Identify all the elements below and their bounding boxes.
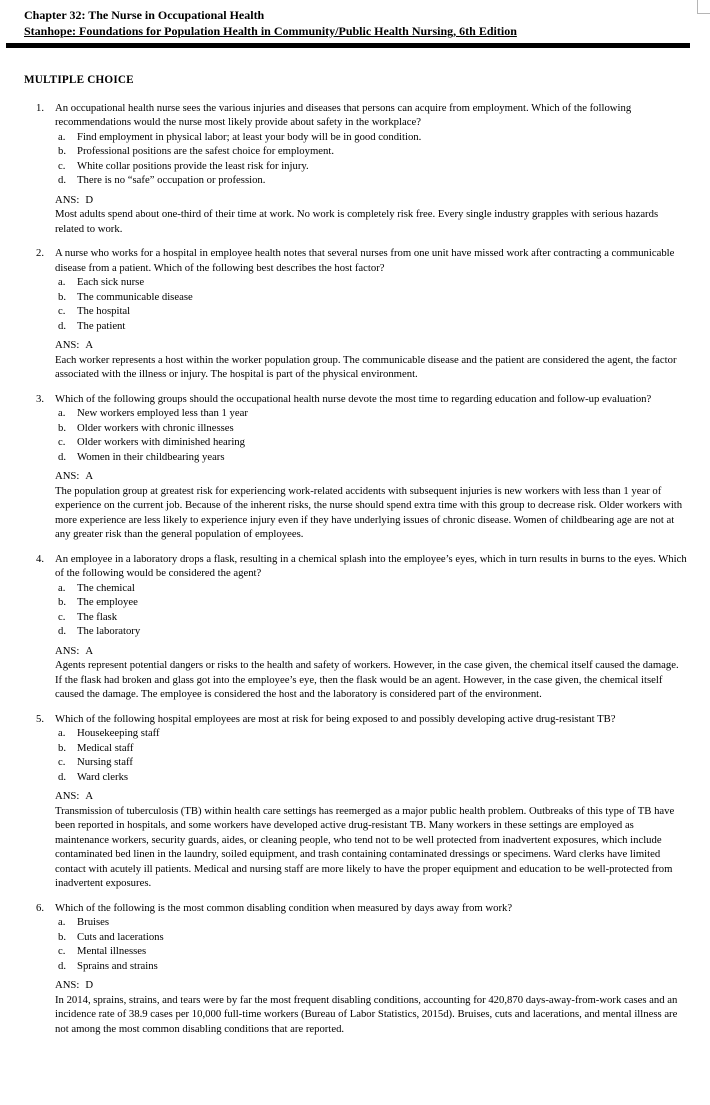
answer-line — [55, 789, 688, 804]
question-stem: An employee in a laboratory drops a flask, resulting in a chemical splash into the employee’s eyes, which in turn results in burns to the eyes. Which of the following would be considered the agent? — [55, 552, 687, 579]
question-body — [55, 101, 688, 237]
option-letter: b. — [58, 596, 67, 608]
option-letter: c. — [58, 436, 66, 448]
question-body — [55, 392, 688, 542]
option-a — [55, 130, 688, 145]
option-text: Ward clerks — [77, 770, 129, 783]
options-list — [55, 915, 688, 973]
option-letter: a. — [58, 916, 66, 928]
option-d — [55, 624, 688, 639]
questions-list — [24, 101, 688, 1037]
answer-feedback: Most adults spend about one-third of their time at work. No work is completely risk free. Every single industry grapples with serious hazards related to work. — [55, 208, 659, 235]
question-number: 5. — [36, 712, 45, 725]
answer-label: ANS: — [55, 339, 80, 351]
option-text: The laboratory — [77, 625, 141, 637]
option-c — [55, 944, 688, 959]
question-number: 1. — [36, 101, 45, 114]
option-letter: c. — [58, 945, 66, 957]
question-stem: A nurse who works for a hospital in employee health notes that several nurses from one unit have missed work after contracting a communicable disease from a patient. Which of the following best describes the host factor? — [55, 247, 675, 274]
question-item — [24, 101, 688, 237]
question-stem: Which of the following groups should the occupational health nurse devote the most time to regarding education and follow-up evaluation? — [55, 392, 652, 405]
answer-feedback: Agents represent potential dangers or risks to the health and safety of workers. However, in the case given, the chemical itself caused the damage. If the flask had broken and glass got into the employee’s eye, then the flask would be an agent. However, in the case given, the chemical itself caused the damage. The employee is considered the host and the laboratory is considered part of the environment. — [55, 659, 679, 700]
option-text: The patient — [77, 319, 126, 332]
answer-feedback: The population group at greatest risk for experiencing work-related accidents with subsequent injuries is new workers with less than 1 year of experience on the current job. Because of the inherent risks, the nurse should spend extra time with this group to decrease risk. Older workers with more experience are less likely to experience injury even if they have underlying issues of chronic disease. Women of childbearing age are not at any greater risk than the general population of employees. — [55, 484, 683, 540]
answer-feedback: Transmission of tuberculosis (TB) within health care settings has reemerged as a major public health problem. Outbreaks of this type of TB have been reported in hospitals, and some workers have developed active drug-resistant TB. Many workers in these settings are employed as maintenance workers, security guards, aides, or cleaning people, who tend not to be well protected from inadvertent exposures, which include contaminated bed linen in the laundry, soiled equipment, and trash containing contaminated dressings or specimens. Ward clerks have limited contact with acutely ill patients. Medical and nursing staff are more likely to have the proper equipment and education to be well-protected from inadvertent exposures. — [55, 804, 675, 889]
option-letter: b. — [58, 421, 67, 434]
option-letter: b. — [58, 290, 67, 303]
answer-line — [55, 338, 688, 353]
option-letter: d. — [58, 959, 67, 972]
answer-letter: D — [85, 979, 94, 991]
option-letter: b. — [58, 741, 67, 754]
option-letter: c. — [58, 159, 66, 172]
answer-letter: A — [85, 470, 94, 482]
option-letter: a. — [58, 727, 66, 739]
question-body — [55, 712, 688, 891]
option-text: White collar positions provide the least risk for injury. — [77, 159, 309, 172]
option-text: Nursing staff — [77, 756, 133, 768]
question-number: 6. — [36, 901, 45, 914]
option-letter: c. — [58, 305, 66, 317]
option-letter: a. — [58, 130, 66, 143]
page-corner-mark — [697, 0, 710, 14]
option-text: Find employment in physical labor; at least your body will be in good condition. — [77, 130, 422, 143]
option-text: Women in their childbearing years — [77, 450, 225, 463]
option-letter: b. — [58, 930, 67, 943]
chapter-title: Chapter 32: The Nurse in Occupational Health — [24, 8, 265, 22]
question-item — [24, 392, 688, 542]
answer-label: ANS: — [55, 470, 80, 482]
option-a — [55, 275, 688, 290]
answer-line — [55, 978, 688, 993]
question-stem: Which of the following is the most common disabling condition when measured by days away from work? — [55, 901, 513, 914]
option-c — [55, 755, 688, 770]
answer-feedback: Each worker represents a host within the worker population group. The communicable disease and the patient are considered the agent, the factor associated with the illness or injury. The hospital is part of the physical environment. — [55, 353, 677, 380]
question-number: 2. — [36, 247, 45, 259]
options-list — [55, 275, 688, 333]
answer-line — [55, 469, 688, 484]
question-stem: An occupational health nurse sees the various injuries and diseases that persons can acquire from employment. Which of the following recommendations would the nurse most likely provide about safety in the workplace? — [55, 101, 632, 128]
option-d — [55, 450, 688, 465]
option-text: The communicable disease — [77, 290, 193, 303]
options-list — [55, 581, 688, 639]
option-letter: a. — [58, 276, 66, 288]
answer-letter: A — [85, 790, 94, 802]
option-text: The chemical — [77, 581, 135, 594]
option-letter: a. — [58, 407, 66, 419]
option-letter: d. — [58, 625, 67, 637]
answer-line — [55, 644, 688, 659]
option-text: Cuts and lacerations — [77, 930, 164, 943]
option-text: The employee — [77, 596, 138, 608]
option-letter: d. — [58, 450, 67, 463]
question-stem: Which of the following hospital employees are most at risk for being exposed to and possibly developing active drug-resistant TB? — [55, 712, 616, 725]
option-text: Professional positions are the safest choice for employment. — [77, 145, 335, 157]
option-text: Each sick nurse — [77, 276, 145, 288]
option-c — [55, 610, 688, 625]
answer-label: ANS: — [55, 790, 80, 802]
book-title: Stanhope: Foundations for Population Health in Community/Public Health Nursing, 6th Edition — [24, 23, 517, 38]
question-number: 4. — [36, 552, 45, 565]
answer-letter: D — [85, 193, 94, 206]
option-text: There is no “safe” occupation or profession. — [77, 174, 266, 186]
header-divider-rule — [6, 43, 690, 48]
option-d — [55, 173, 688, 188]
option-b — [55, 144, 688, 159]
option-a — [55, 726, 688, 741]
option-letter: d. — [58, 174, 67, 186]
question-item — [24, 712, 688, 891]
question-item — [24, 246, 688, 382]
question-number: 3. — [36, 392, 45, 405]
question-body — [55, 246, 688, 382]
answer-feedback: In 2014, sprains, strains, and tears were by far the most frequent disabling conditions, accounting for 420,870 days-away-from-work cases and an incidence rate of 38.9 cases per 10,000 full-time workers (Bureau of Labor Statistics, 2015d). Bruises, cuts and lacerations, and mental illness are not among the most common disabling conditions that are reported. — [55, 993, 678, 1035]
option-text: Sprains and strains — [77, 959, 158, 972]
option-b — [55, 930, 688, 945]
option-text: The flask — [77, 610, 118, 623]
option-a — [55, 915, 688, 930]
options-list — [55, 406, 688, 464]
option-letter: d. — [58, 319, 67, 332]
option-c — [55, 159, 688, 174]
answer-line — [55, 193, 688, 208]
option-text: The hospital — [77, 305, 131, 317]
option-c — [55, 435, 688, 450]
option-d — [55, 770, 688, 785]
option-text: Older workers with diminished hearing — [77, 436, 245, 448]
option-a — [55, 406, 688, 421]
answer-letter: A — [85, 339, 94, 351]
options-list — [55, 130, 688, 188]
option-text: New workers employed less than 1 year — [77, 407, 248, 419]
option-b — [55, 741, 688, 756]
answer-label: ANS: — [55, 193, 80, 206]
option-text: Housekeeping staff — [77, 727, 160, 739]
option-b — [55, 290, 688, 305]
option-b — [55, 421, 688, 436]
option-text: Bruises — [77, 916, 110, 928]
question-item — [24, 901, 688, 1037]
option-letter: d. — [58, 770, 67, 783]
question-body — [55, 552, 688, 702]
question-body — [55, 901, 688, 1037]
question-item — [24, 552, 688, 702]
answer-label: ANS: — [55, 644, 80, 657]
section-heading-multiple-choice: MULTIPLE CHOICE — [24, 74, 134, 86]
answer-letter: A — [85, 644, 94, 657]
option-d — [55, 959, 688, 974]
option-text: Medical staff — [77, 741, 134, 754]
option-letter: c. — [58, 756, 66, 768]
option-b — [55, 595, 688, 610]
option-text: Mental illnesses — [77, 945, 147, 957]
option-letter: b. — [58, 145, 67, 157]
option-letter: c. — [58, 610, 66, 623]
option-d — [55, 319, 688, 334]
option-text: Older workers with chronic illnesses — [77, 421, 234, 434]
answer-label: ANS: — [55, 979, 80, 991]
options-list — [55, 726, 688, 784]
option-c — [55, 304, 688, 319]
option-letter: a. — [58, 581, 66, 594]
option-a — [55, 581, 688, 596]
